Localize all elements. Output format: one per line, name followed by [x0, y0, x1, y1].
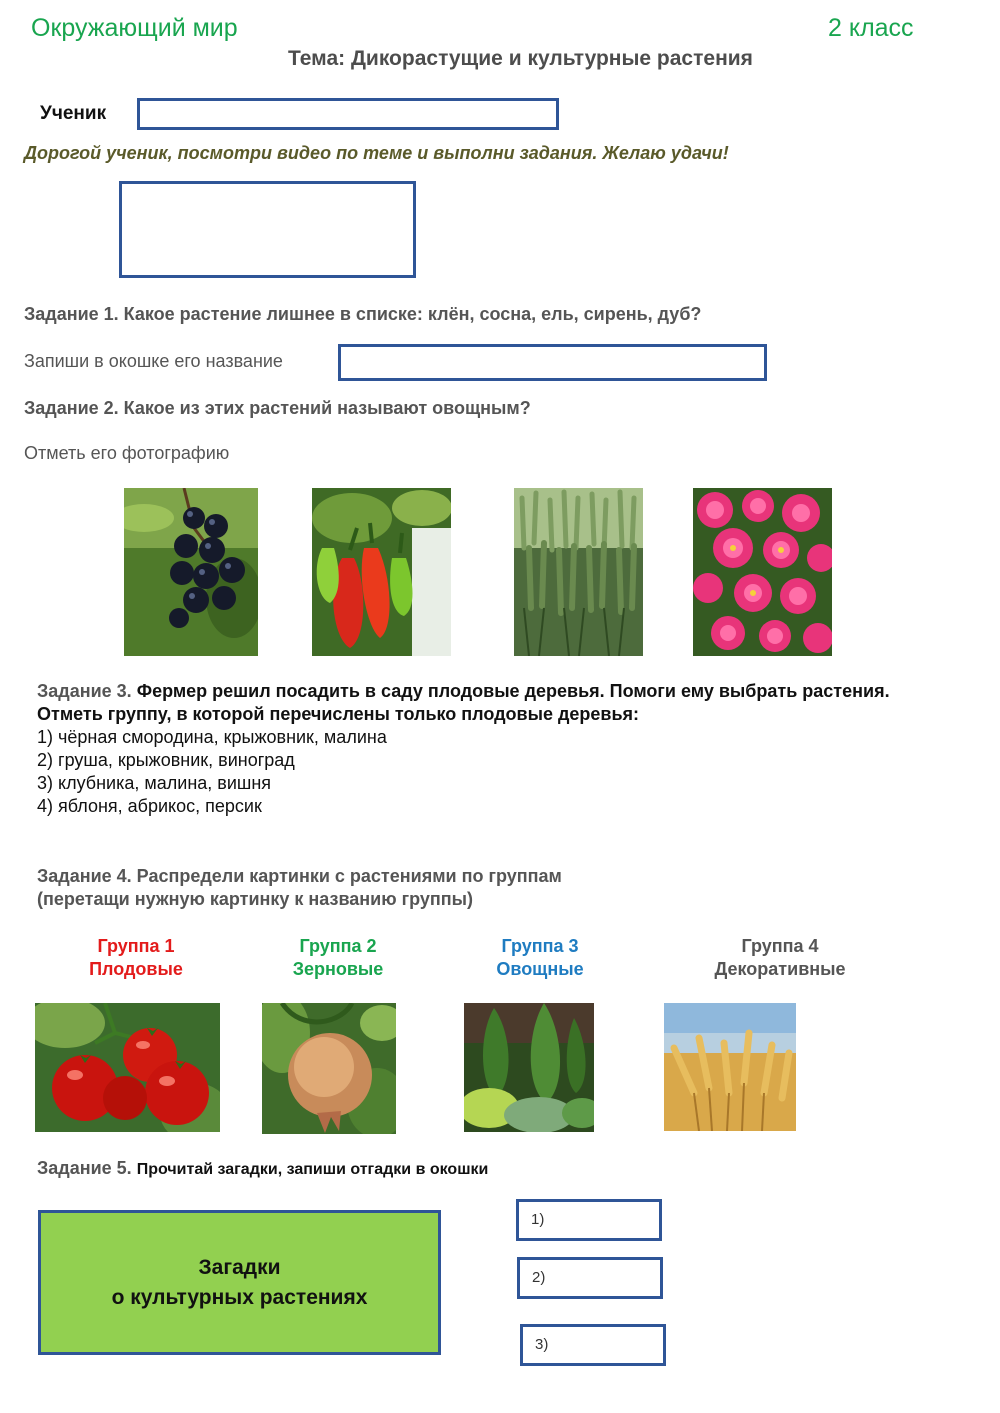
aster-photo[interactable]: [693, 488, 832, 656]
task3-line1: Фермер решил посадить в саду плодовые деревья. Помоги ему выбрать растения.: [136, 681, 890, 701]
subject-title: Окружающий мир: [31, 14, 238, 42]
task3-line2: Отметь группу, в которой перечислены только плодовые деревья:: [37, 704, 640, 724]
task5-title: [37, 1158, 488, 1179]
task1-hint: Запиши в окошке его название: [24, 351, 283, 371]
group-2-number: Группа 2: [299, 936, 377, 956]
grade-label: 2 класс: [828, 14, 914, 42]
riddle-answer-1-input[interactable]: 1): [516, 1199, 662, 1241]
task3-option-3[interactable]: 3) клубника, малина, вишня: [37, 773, 272, 793]
video-placeholder[interactable]: [119, 181, 416, 278]
riddle-answer-2-input[interactable]: 2): [517, 1257, 663, 1299]
riddles-title-line1: Загадки: [198, 1255, 281, 1279]
task3-option-1[interactable]: 1) чёрная смородина, крыжовник, малина: [37, 727, 387, 747]
student-name-input[interactable]: [137, 98, 559, 130]
rye-photo[interactable]: [664, 1003, 796, 1131]
shrubs-photo[interactable]: [464, 1003, 594, 1132]
pepper-photo[interactable]: [312, 488, 451, 656]
task5-instruction: Прочитай загадки, запиши отгадки в окошки: [136, 1161, 489, 1178]
task4-title-line1: Задание 4. Распредели картинки с растениями по группам: [37, 866, 562, 886]
task4-title: [37, 865, 562, 911]
tomato-photo[interactable]: [35, 1003, 220, 1132]
group-3-label[interactable]: [460, 935, 620, 981]
wheat-photo[interactable]: [514, 488, 643, 656]
task2-title: Задание 2. Какое из этих растений называют овощным?: [24, 398, 531, 418]
task1-answer-input[interactable]: [338, 344, 767, 381]
group-1-name: Плодовые: [89, 959, 183, 979]
task3-option-4[interactable]: 4) яблоня, абрикос, персик: [37, 796, 262, 816]
group-4-name: Декоративные: [714, 959, 846, 979]
topic-title: Тема: Дикорастущие и культурные растения: [288, 47, 753, 70]
student-label: Ученик: [40, 103, 107, 124]
group-3-number: Группа 3: [501, 936, 579, 956]
group-4-number: Группа 4: [741, 936, 819, 956]
group-1-label[interactable]: [56, 935, 216, 981]
task2-hint: Отметь его фотографию: [24, 443, 230, 463]
task3-lead: Задание 3.: [37, 681, 132, 701]
riddle-answer-3-input[interactable]: 3): [520, 1324, 666, 1366]
riddles-button[interactable]: [38, 1210, 441, 1355]
task3-block: [37, 680, 927, 818]
group-1-number: Группа 1: [97, 936, 175, 956]
task4-title-line2: (перетащи нужную картинку к названию группы): [37, 889, 473, 909]
task5-lead: Задание 5.: [37, 1158, 132, 1178]
group-2-name: Зерновые: [292, 959, 384, 979]
group-4-label[interactable]: [690, 935, 870, 981]
blackcurrant-photo[interactable]: [124, 488, 258, 656]
task1-title: Задание 1. Какое растение лишнее в списке: клён, сосна, ель, сирень, дуб?: [24, 304, 702, 324]
task3-option-2[interactable]: 2) груша, крыжовник, виноград: [37, 750, 295, 770]
group-2-label[interactable]: [258, 935, 418, 981]
greeting-text: Дорогой ученик, посмотри видео по теме и выполни задания. Желаю удачи!: [24, 143, 729, 163]
riddles-title-line2: о культурных растениях: [111, 1285, 368, 1309]
pomegranate-photo[interactable]: [262, 1003, 396, 1134]
group-3-name: Овощные: [496, 959, 584, 979]
